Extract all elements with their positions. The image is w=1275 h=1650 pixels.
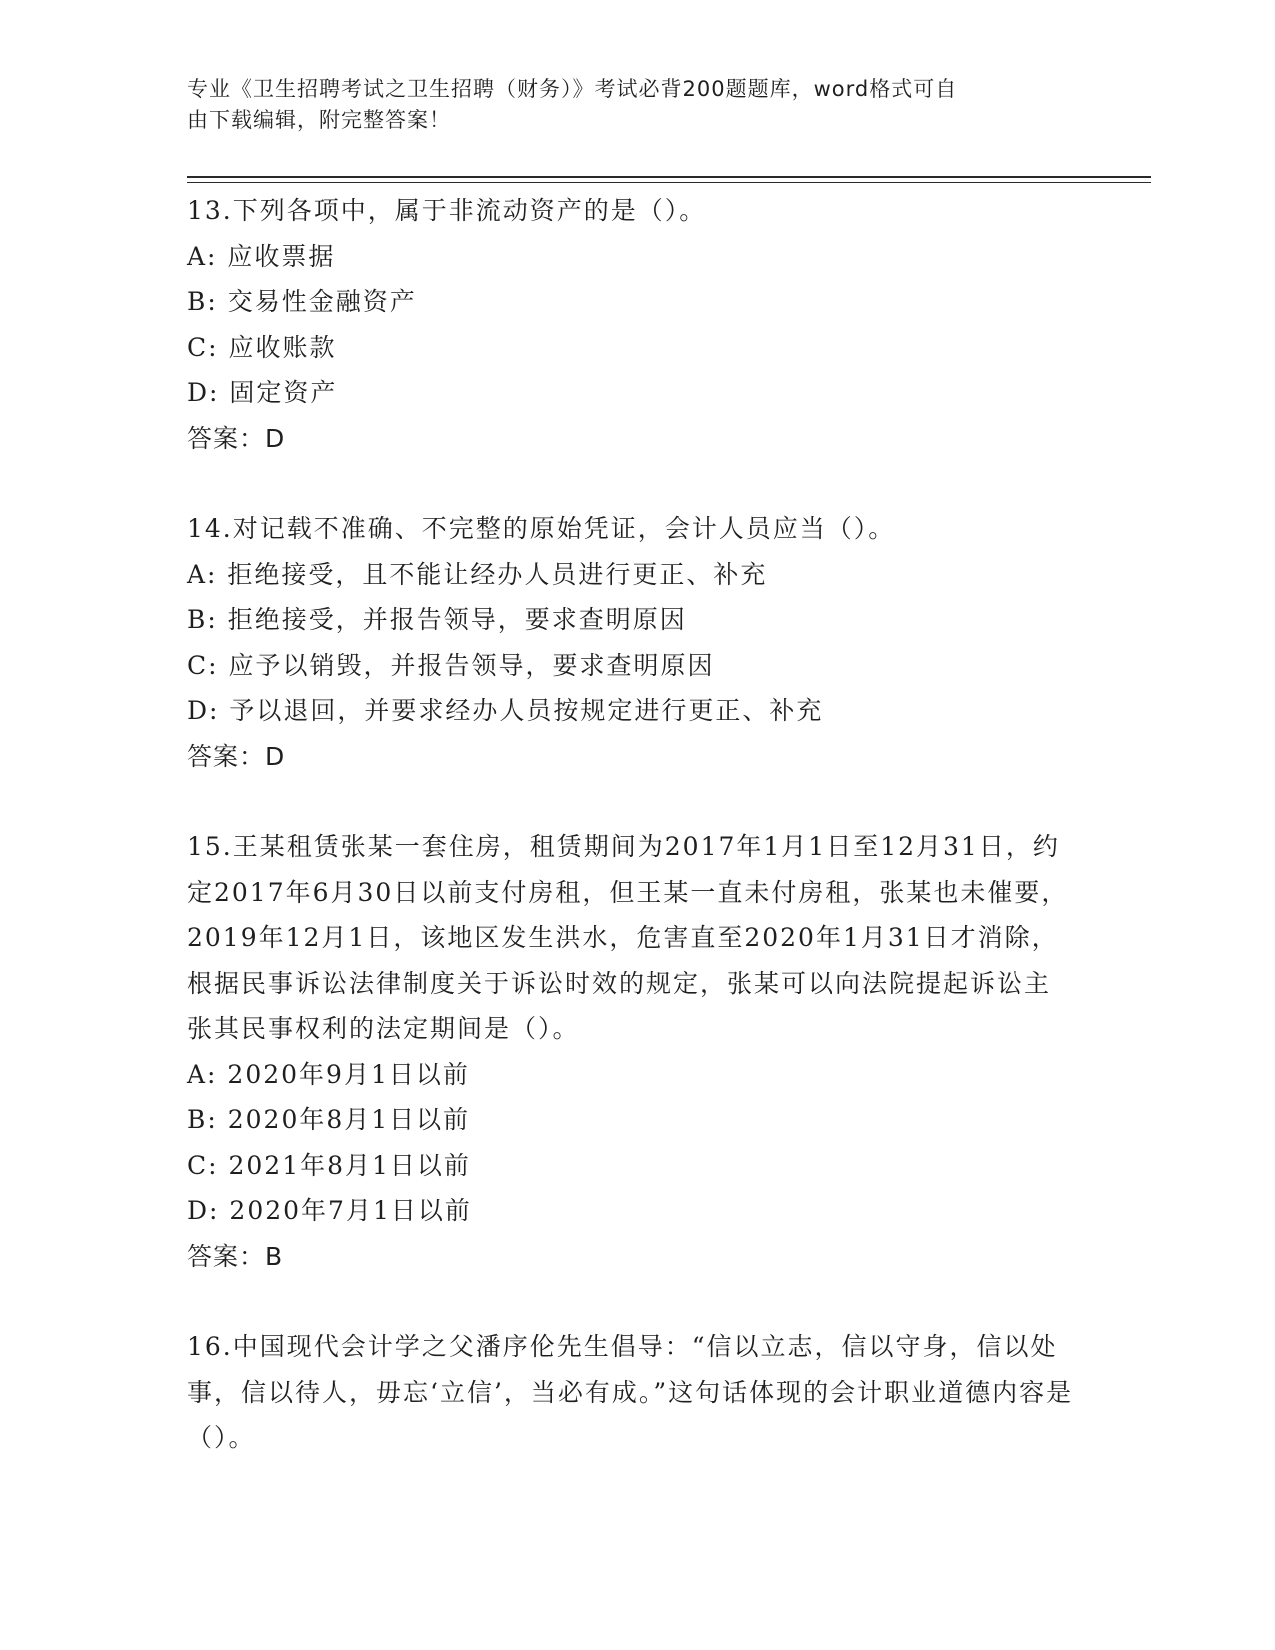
option-b: B: 2020年8月1日以前 (187, 1105, 471, 1134)
header-divider-thin (187, 182, 1151, 183)
question-16 (187, 1324, 1087, 1461)
option-d: D: 予以退回，并要求经办人员按规定进行更正、补充 (187, 696, 824, 725)
spacer (187, 461, 1087, 506)
option-c: C: 应收账款 (187, 332, 337, 362)
question-text: 14.对记载不准确、不完整的原始凭证，会计人员应当（）。 (187, 514, 896, 543)
spacer (187, 1279, 1087, 1324)
answer-label: 答案：D (187, 741, 286, 771)
option-a: A: 应收票据 (187, 241, 336, 271)
option-a: A: 2020年9月1日以前 (187, 1059, 470, 1089)
header-line-1: 专业《卫生招聘考试之卫生招聘（财务）》考试必背200题题库，word格式可自 (187, 77, 958, 101)
spacer (187, 779, 1087, 824)
question-text: 15.王某租赁张某一套住房，租赁期间为2017年1月1日至12月31日，约定2017年6月30日以前支付房租，但王某一直未付房租，张某也未催要，2019年12月1日，该地区发生洪水，危害直至2020年1月31日才消除，根据民事诉讼法律制度关于诉讼时效的规定，张某可以向法院提起诉讼主张其民事权利的法定期间是（）。 (187, 832, 1069, 1043)
option-a: A: 拒绝接受，且不能让经办人员进行更正、补充 (187, 559, 768, 589)
header-line-2: 由下载编辑，附完整答案！ (187, 108, 451, 132)
option-b: B: 交易性金融资产 (187, 287, 417, 316)
question-text: 16.中国现代会计学之父潘序伦先生倡导：“信以立志，信以守身，信以处事，信以待人，毋忘‘立信’，当必有成。”这句话体现的会计职业道德内容是（）。 (187, 1332, 1074, 1452)
answer-label: 答案：B (187, 1241, 284, 1271)
question-list (187, 188, 1087, 1461)
question-13 (187, 188, 1087, 461)
option-b: B: 拒绝接受，并报告领导，要求查明原因 (187, 605, 687, 634)
header-divider-thick (187, 176, 1151, 178)
document-header (187, 74, 1067, 136)
option-c: C: 应予以销毁，并报告领导，要求查明原因 (187, 650, 715, 680)
option-c: C: 2021年8月1日以前 (187, 1150, 471, 1180)
question-text: 13.下列各项中，属于非流动资产的是（）。 (187, 196, 707, 225)
answer-label: 答案：D (187, 423, 286, 453)
option-d: D: 固定资产 (187, 378, 338, 407)
option-d: D: 2020年7月1日以前 (187, 1196, 472, 1225)
question-15 (187, 824, 1087, 1279)
question-14 (187, 506, 1087, 779)
